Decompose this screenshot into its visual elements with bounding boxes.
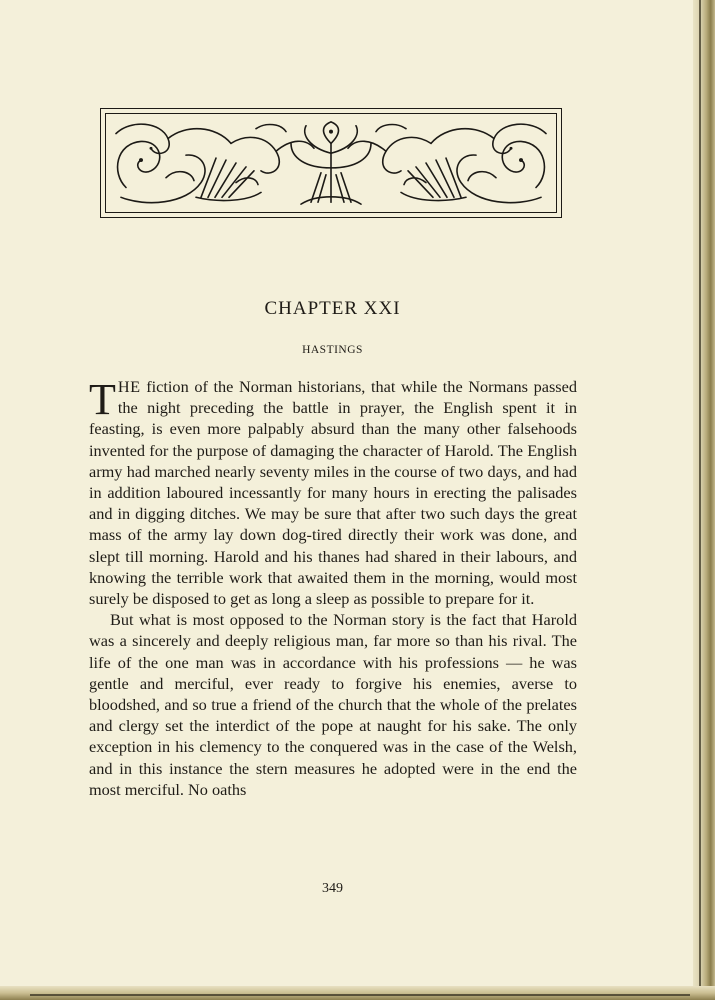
paragraph-1-text: fiction of the Norman historians, that while the Normans passed the night preceding the battle in prayer, the English spent it in feasting, is even more palpably absurd than the many other falsehoods invented for the purpose of damaging the character of Harold. The English army had marched nearly seventy miles in the course of two days, and had in addition laboured incessantly for many hours in erecting the palisades and in digging ditches. We may be sure that after two such days the great mass of the army lay down dog-tired directly their work was done, and slept till morning. Harold and his thanes had shared in their labours, and knowing the terrible work that awaited them in the morning, would most surely be disposed to get as long a sleep as possible to prepare for it.	[89, 377, 577, 609]
drop-cap: T	[89, 375, 116, 424]
chapter-title: CHAPTER XXI	[264, 298, 401, 319]
paragraph-2: But what is most opposed to the Norman story is the fact that Harold was a sincerely and deeply religious man, far more so than his rival. The life of the one man was in accordance with his professions — he was gentle and merciful, ever ready to forgive his enemies, averse to bloodshed, and so true a friend of the church that the whole of the prelates and clergy set the interdict of the pope at naught for his sake. The only exception in his clemency to the conquered was in the case of the Welsh, and in this instance the stern measures he adopted were in the end the most merciful. No oaths	[89, 610, 577, 799]
paragraph-1	[89, 376, 577, 609]
chapter-ornament	[100, 108, 562, 218]
page-number: 349	[322, 881, 343, 896]
bottom-page-edge	[0, 986, 715, 1000]
chapter-subtitle: HASTINGS	[302, 344, 363, 356]
first-word-rest: HE	[117, 377, 141, 396]
page-edge	[693, 0, 715, 1000]
body-text	[89, 376, 577, 800]
floral-scroll-ornament-icon	[105, 113, 557, 213]
bottom-page-edge-line	[30, 994, 690, 996]
page-edge-line	[699, 0, 701, 1000]
